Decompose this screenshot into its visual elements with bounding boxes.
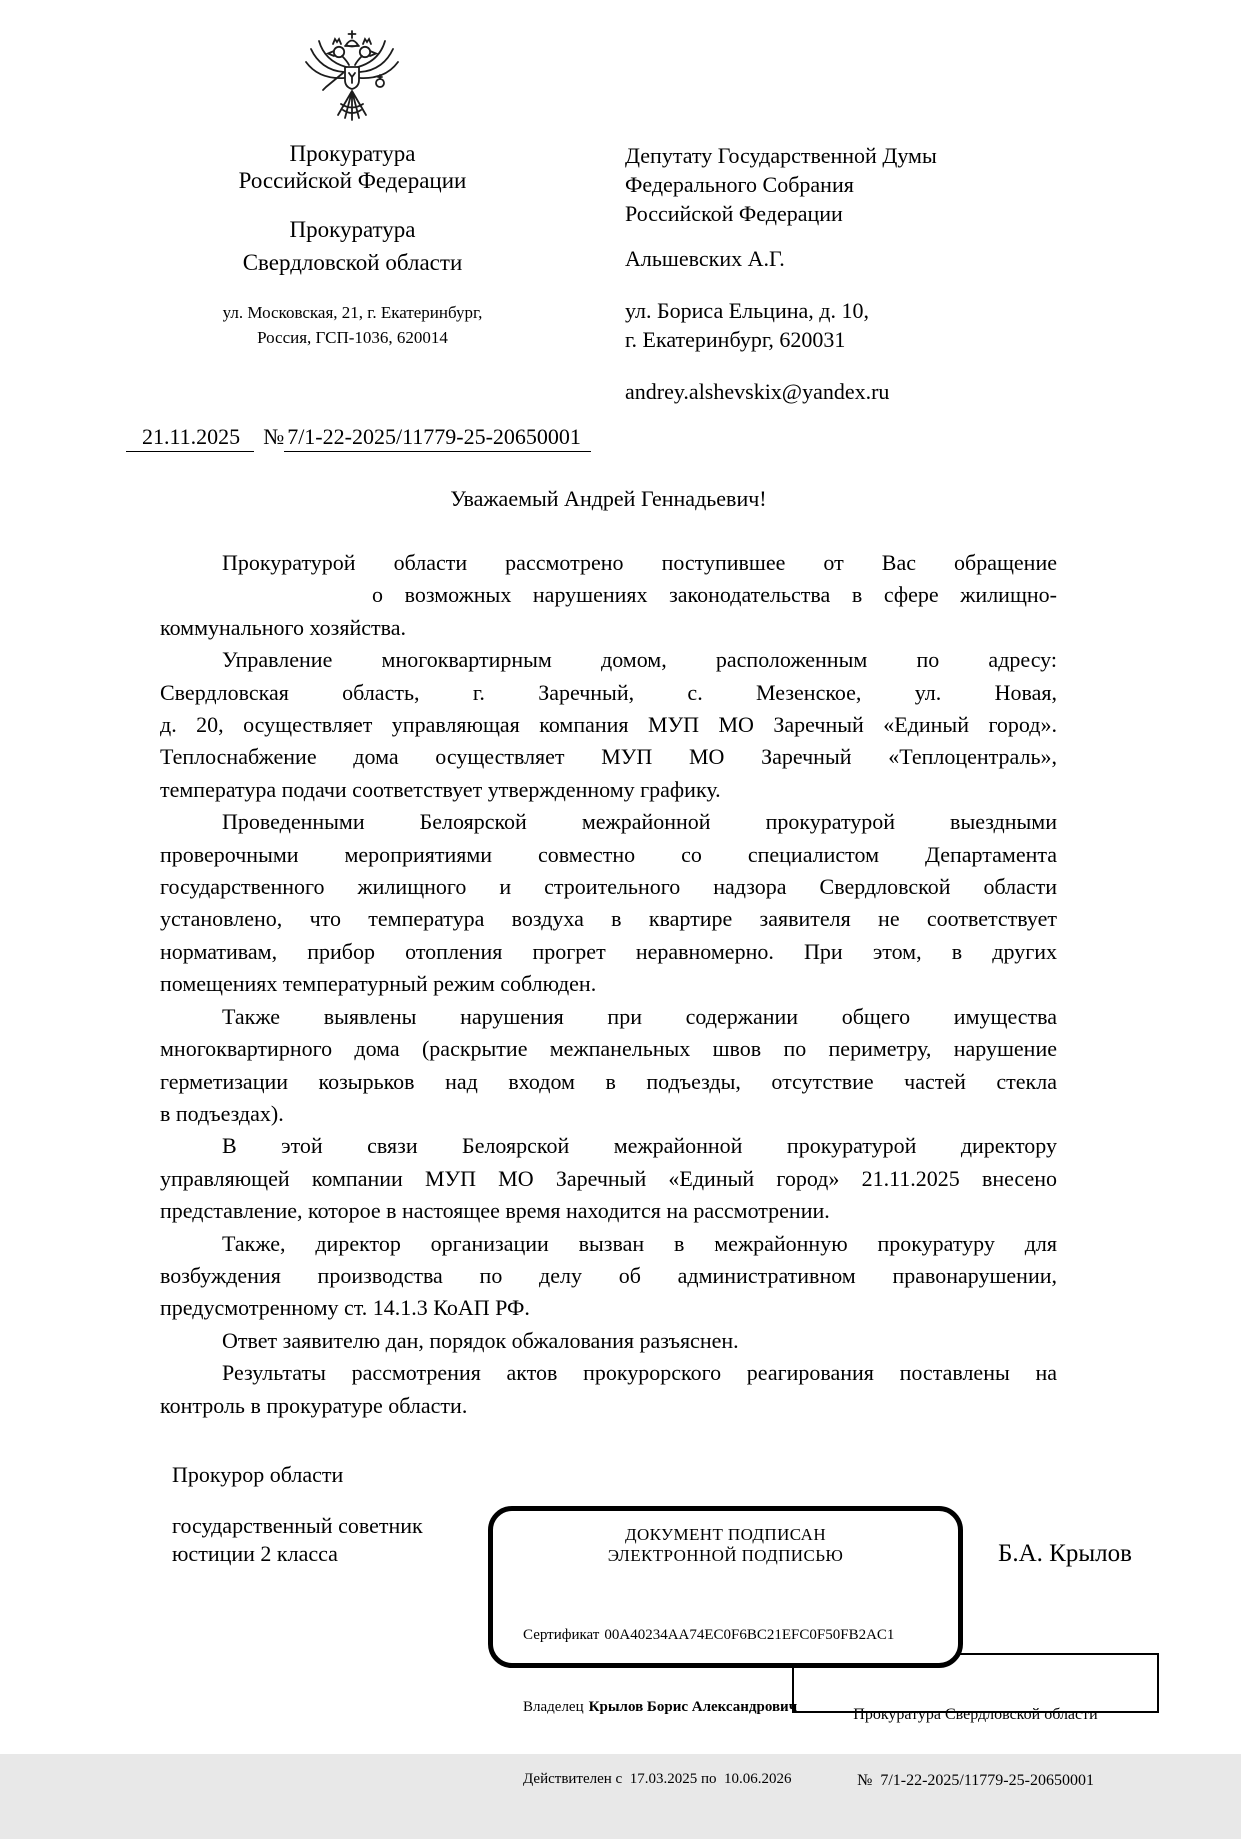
signature-rank-line: юстиции 2 класса	[172, 1541, 338, 1566]
stamp-title	[493, 1524, 958, 1566]
body-line: Также, директор организации вызван в межрайонную прокуратуру для	[222, 1230, 1057, 1256]
number-sign: №	[263, 424, 285, 449]
body-line: Проведенными Белоярской межрайонной прокуратурой выездными	[222, 809, 1057, 835]
signature-rank-line: государственный советник	[172, 1513, 423, 1538]
recipient-title-line: Депутату Государственной Думы	[625, 143, 937, 168]
registration-stamp-org: Прокуратура Свердловской области	[853, 1706, 1098, 1723]
owner-name: Крылов Борис Александрович	[588, 1699, 798, 1715]
signature-rank	[172, 1512, 423, 1568]
body-line: в подъездах).	[160, 1100, 284, 1126]
sender-letterhead	[175, 140, 530, 350]
body-line: Также выявлены нарушения при содержании общего имущества	[222, 1003, 1057, 1029]
sender-address-line: ул. Московская, 21, г. Екатеринбург,	[222, 303, 483, 322]
org-name-line: Российской Федерации	[238, 168, 467, 193]
body-line: контроль в прокуратуре области.	[160, 1392, 468, 1418]
body-line: Теплоснабжение дома осуществляет МУП МО Заречный «Теплоцентраль»,	[160, 744, 1057, 770]
certificate-value: 00A40234AA74EC0F6BC21EFC0F50FB2AC1	[604, 1627, 895, 1643]
esignature-stamp	[488, 1506, 963, 1787]
body-line: коммунального хозяйства.	[160, 614, 406, 640]
registration-stamp-number: № 7/1-22-2025/11779-25-20650001	[857, 1772, 1094, 1789]
sender-address-line: Россия, ГСП-1036, 620014	[257, 328, 448, 347]
body-line: проверочными мероприятиями совместно со специалистом Департамента	[160, 841, 1057, 867]
body-line: Результаты рассмотрения актов прокурорского реагирования поставлены на	[222, 1360, 1057, 1386]
body-line: герметизации козырьков над входом в подъезды, отсутствие частей стекла	[160, 1068, 1057, 1094]
signer-name: Б.А. Крылов	[998, 1540, 1132, 1567]
recipient-name: Альшевских А.Г.	[625, 246, 785, 271]
body-line: возбуждения производства по делу об административном правонарушении,	[160, 1262, 1057, 1288]
body-line: управляющей компании МУП МО Заречный «Единый город» 21.11.2025 внесено	[160, 1165, 1057, 1191]
signature-position: Прокурор области	[172, 1462, 344, 1487]
stamp-title-line: ДОКУМЕНТ ПОДПИСАН	[624, 1525, 827, 1544]
stamp-details	[523, 1575, 958, 1839]
body-line: д. 20, осуществляет управляющая компания МУП МО Заречный «Единый город».	[160, 712, 1057, 738]
recipient-address-line: ул. Бориса Ельцина, д. 10,	[625, 298, 869, 323]
org-name-line: Свердловской области	[242, 250, 463, 275]
body-line: помещениях температурный режим соблюден.	[160, 971, 597, 997]
sender-address	[175, 300, 530, 350]
body-line: нормативам, прибор отопления прогрет неравномерно. При этом, в других	[160, 938, 1057, 964]
salutation: Уважаемый Андрей Геннадьевич!	[450, 486, 767, 511]
recipient-email: andrey.alshevskix@yandex.ru	[625, 379, 890, 404]
org-name-line: Прокуратура	[289, 141, 416, 166]
owner-label: Владелец	[523, 1699, 584, 1715]
body-lines	[160, 547, 1057, 1422]
stamp-validity-row: Действителен с 17.03.2025 по 10.06.2026	[523, 1771, 792, 1787]
body-line: В этой связи Белоярской межрайонной прокуратурой директору	[222, 1133, 1057, 1159]
body-line: Ответ заявителю дан, порядок обжалования разъяснен.	[222, 1327, 739, 1353]
org-name-line: Прокуратура	[289, 217, 416, 242]
recipient-address-line: г. Екатеринбург, 620031	[625, 327, 846, 352]
recipient-address	[625, 296, 1105, 354]
coat-of-arms-russia-icon	[296, 28, 408, 138]
certificate-label: Сертификат	[523, 1627, 600, 1643]
recipient-title-line: Российской Федерации	[625, 201, 843, 226]
body-line: многоквартирного дома (раскрытие межпанельных швов по периметру, нарушение	[160, 1036, 1057, 1062]
stamp-owner-row	[523, 1695, 958, 1719]
body-line: Управление многоквартирным домом, расположенным по адресу:	[222, 647, 1057, 673]
reference-date: 21.11.2025	[126, 424, 254, 452]
stamp-certificate-row	[523, 1623, 958, 1647]
body-line: Прокуратурой области рассмотрено поступившее от Вас обращение	[222, 550, 1057, 575]
recipient-title-line: Федерального Собрания	[625, 172, 854, 197]
body-line: установлено, что температура воздуха в квартире заявителя не соответствует	[160, 906, 1057, 932]
body-line: о возможных нарушениях законодательства в сфере жилищно-	[372, 582, 1057, 608]
reference-line	[126, 424, 591, 450]
body-line: Свердловская область, г. Заречный, с. Мезенское, ул. Новая,	[160, 679, 1057, 705]
recipient-block	[625, 141, 1105, 406]
reference-number: 7/1-22-2025/11779-25-20650001	[284, 424, 591, 452]
body-line: предусмотренному ст. 14.1.3 КоАП РФ.	[160, 1295, 530, 1321]
stamp-title-line: ЭЛЕКТРОННОЙ ПОДПИСЬЮ	[607, 1546, 844, 1565]
body-line: температура подачи соответствует утвержденному графику.	[160, 776, 721, 802]
body-line: государственного жилищного и строительного надзора Свердловской области	[160, 874, 1057, 900]
body-line: представление, которое в настоящее время находится на рассмотрении.	[160, 1198, 830, 1224]
